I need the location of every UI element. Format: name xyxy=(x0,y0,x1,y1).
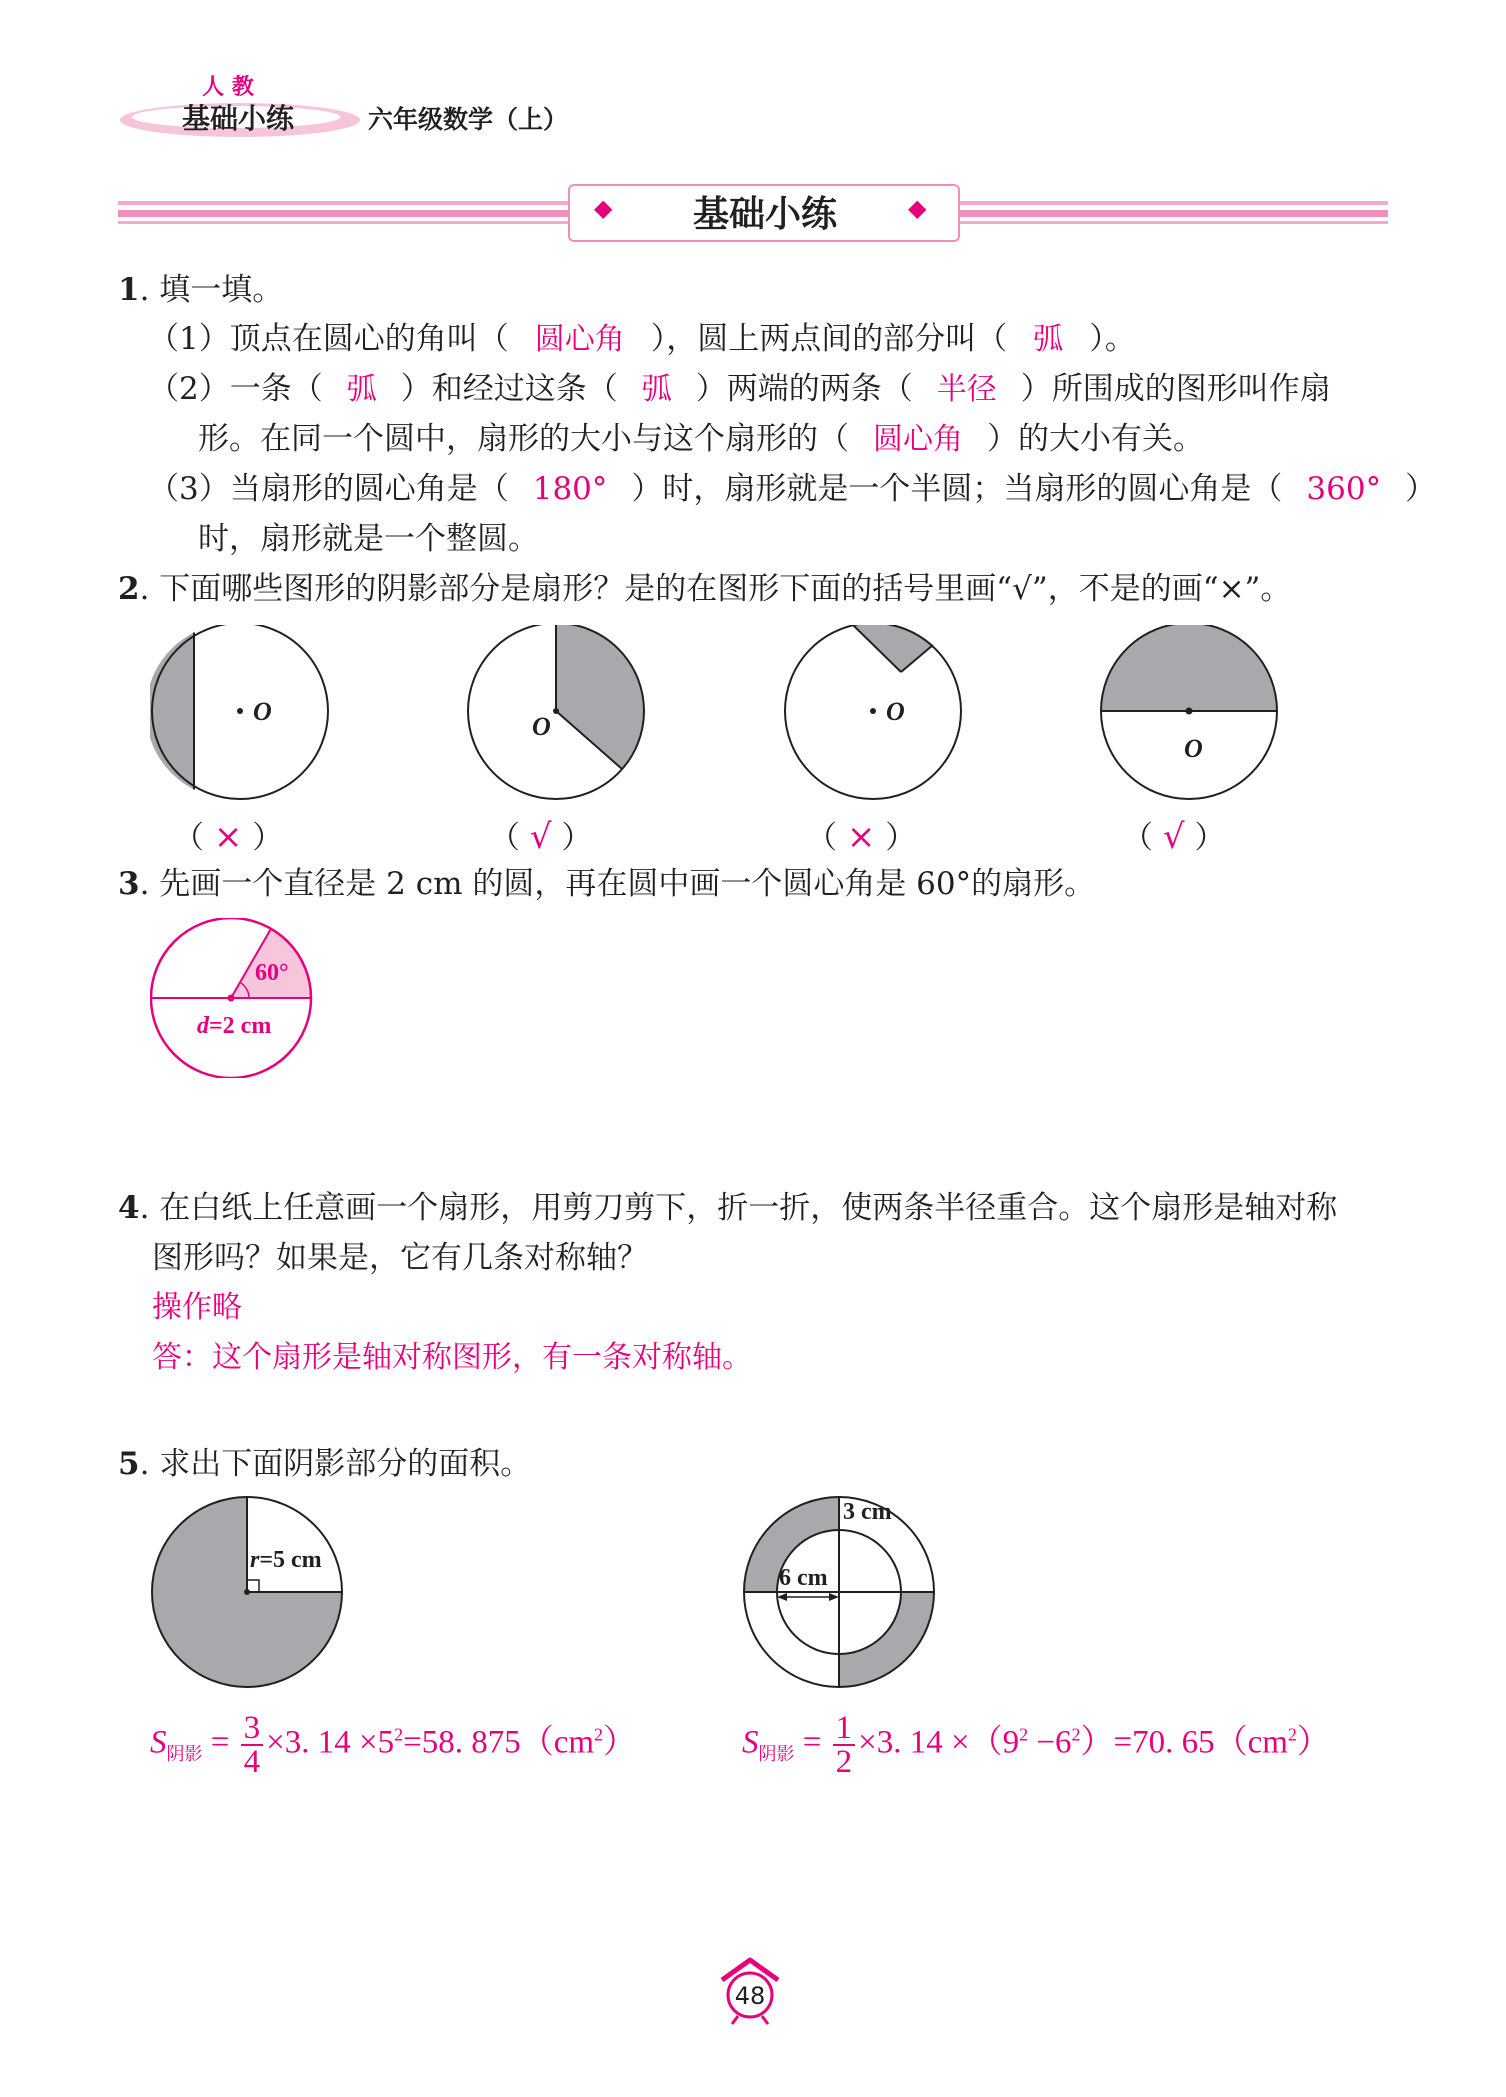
q5-figure-2 xyxy=(742,1495,942,1695)
question-4-line-1: 4. 在白纸上任意画一个扇形，用剪刀剪下，折一折，使两条半径重合。这个扇形是轴对称 xyxy=(118,1190,1338,1226)
center-label: O xyxy=(532,712,551,741)
answer-blank: 弧 xyxy=(1033,322,1064,357)
center-label: O xyxy=(1184,734,1203,763)
center-dot xyxy=(237,708,243,714)
answer-blank: 360° xyxy=(1306,471,1382,507)
question-4-line-2: 图形吗？如果是，它有几条对称轴？ xyxy=(152,1240,648,1276)
q5-formula-2: $S_{阴影}$ = $\frac{1}{2}$ ×3. $14 \times(9^2 -6^2)=70$. $65(cm^2)$ xyxy=(742,1710,1330,1780)
question-2-text: 2. 下面哪些图形的阴影部分是扇形？是的在图形下面的括号里画“√”，不是的画“×”。 xyxy=(118,571,1292,607)
header-logo xyxy=(118,70,568,150)
q2-figure-3 xyxy=(783,625,973,815)
section-title: 基础小练 xyxy=(692,194,837,235)
header-publisher: 人 教 xyxy=(202,75,254,100)
q2-answer-3: （ × ） xyxy=(806,817,917,857)
question-4-answer-2: 答：这个扇形是轴对称图形，有一条对称轴。 xyxy=(152,1340,752,1375)
question-5-text: 5. 求出下面阴影部分的面积。 xyxy=(118,1446,532,1482)
center-dot xyxy=(228,995,235,1002)
center-dot xyxy=(1186,708,1193,715)
page-number-badge xyxy=(710,1950,790,2030)
angle-label: 60° xyxy=(255,960,289,986)
question-1-part-3-cont: 时，扇形就是一个整圆。 xyxy=(198,521,539,557)
center-dot xyxy=(553,708,559,714)
q2-figure-2-shade xyxy=(556,625,644,769)
question-4-answer-1: 操作略 xyxy=(152,1290,242,1325)
q2-answer-2: （ √ ） xyxy=(489,817,593,857)
q2-answer-4: （ √ ） xyxy=(1122,817,1226,857)
center-label: O xyxy=(886,697,905,726)
header-series: 基础小练 xyxy=(181,102,295,135)
radius-label: r=5 cm xyxy=(250,1547,322,1573)
question-3-text: 3. 先画一个直径是 2 cm 的圆，再在圆中画一个圆心角是 60°的扇形。 xyxy=(118,866,1096,902)
center-dot xyxy=(870,708,876,714)
q5-formula-1: $S_{阴影}$ = $\frac{3}{4}$ ×3. $14 \times 5^2=58$. $875(cm^2)$ xyxy=(150,1710,637,1780)
question-1-part-2: （2）一条（ 弧 ）和经过这条（ 弧 ）两端的两条（ 半径 ）所围成的图形叫作扇 xyxy=(148,371,1331,407)
outer-label: 3 cm xyxy=(843,1499,892,1525)
q5-figure-2-shade-br xyxy=(839,1592,934,1687)
answer-blank: 180° xyxy=(532,471,608,507)
page-number: 48 xyxy=(734,1982,766,2010)
question-1-part-1: （1）顶点在圆心的角叫（ 圆心角 ），圆上两点间的部分叫（ 弧 ）。 xyxy=(148,321,1136,357)
answer-blank: 圆心角 xyxy=(873,422,963,457)
answer-blank: 弧 xyxy=(641,372,672,407)
center-dot xyxy=(244,1589,250,1595)
inner-label: 6 cm xyxy=(779,1565,828,1591)
header-subject: 六年级数学（上） xyxy=(368,105,568,134)
answer-blank: 圆心角 xyxy=(534,322,625,357)
q2-figure-2 xyxy=(466,625,656,815)
question-1-part-2-cont: 形。在同一个圆中，扇形的大小与这个扇形的（ 圆心角 ）的大小有关。 xyxy=(198,421,1204,457)
center-label: O xyxy=(253,697,272,726)
q3-figure xyxy=(150,918,320,1078)
question-1-part-3: （3）当扇形的圆心角是（ 180° ）时，扇形就是一个半圆；当扇形的圆心角是（ 360° ） xyxy=(148,471,1437,507)
diameter-label: d=2 cm xyxy=(197,1013,272,1039)
q2-figure-4-shade xyxy=(1101,625,1277,711)
diamond-right-icon: ◆ xyxy=(908,194,927,222)
q2-figure-1 xyxy=(150,625,340,815)
q2-answer-1: （ × ） xyxy=(173,817,284,857)
question-1-title: 1. 填一填。 xyxy=(118,272,284,308)
q2-figure-4 xyxy=(1099,625,1289,815)
q5-figure-1 xyxy=(150,1495,350,1695)
diamond-left-icon: ◆ xyxy=(594,194,613,222)
answer-blank: 半径 xyxy=(936,372,997,407)
answer-blank: 弧 xyxy=(346,372,377,407)
